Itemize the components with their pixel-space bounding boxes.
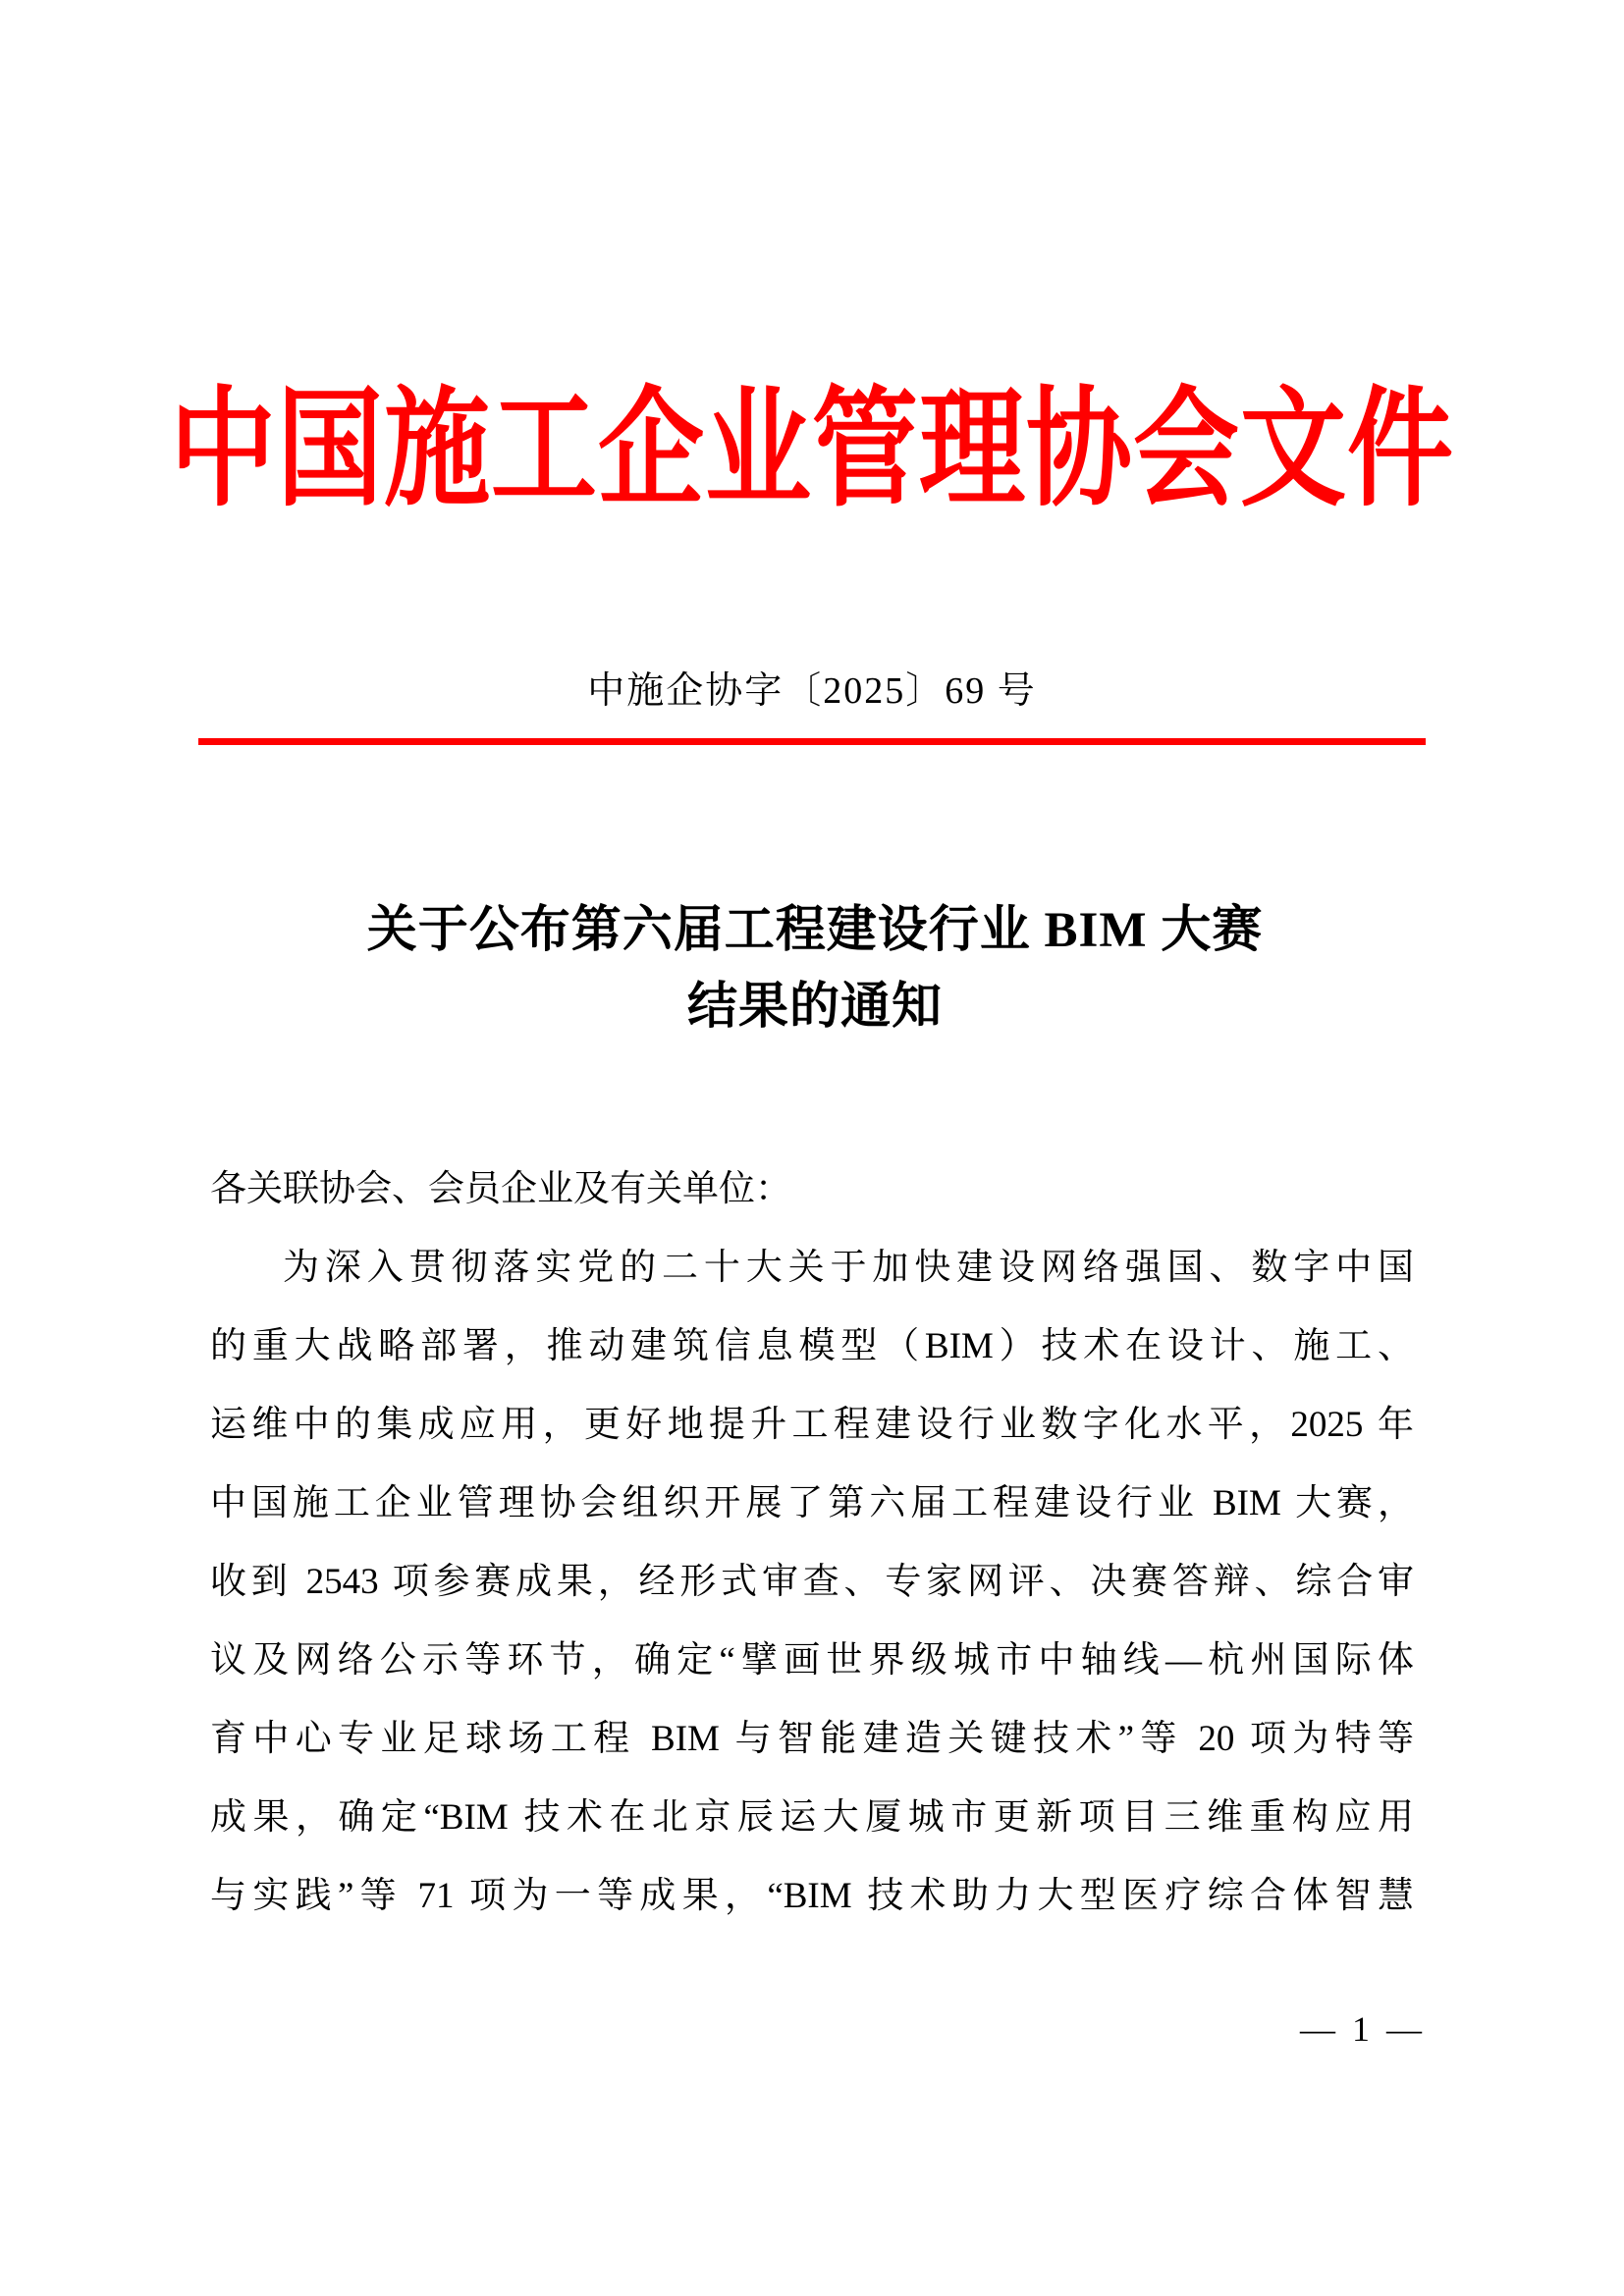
body-line: 收到 2543 项参赛成果，经形式审查、专家网评、决赛答辩、综合审 [210,1562,1414,1602]
page-title [206,893,1424,1045]
body-line: 议及网络公示等环节，确定“擘画世界级城市中轴线—杭州国际体 [210,1640,1414,1681]
body-line: 的重大战略部署，推动建筑信息模型（BIM）技术在设计、施工、 [210,1326,1414,1366]
masthead-title: 中国施工企业管理协会文件 [169,379,1454,523]
body-text [210,1150,1414,1936]
masthead [0,375,1624,523]
body-line: 育中心专业足球场工程 BIM 与智能建造关键技术”等 20 项为特等 [210,1719,1414,1759]
document-number: 中施企协字〔2025〕69 号 [587,670,1037,712]
document-number-row [0,666,1624,718]
body-line: 与实践”等 71 项为一等成果，“BIM 技术助力大型医疗综合体智慧 [210,1876,1414,1916]
red-separator-rule [198,738,1426,745]
body-line: 成果，确定“BIM 技术在北京辰运大厦城市更新项目三维重构应用 [210,1797,1414,1838]
page-number: — 1 — [1300,2009,1426,2049]
body-line: 中国施工企业管理协会组织开展了第六届工程建设行业 BIM 大赛， [210,1483,1414,1523]
salutation: 各关联协会、会员企业及有关单位： [210,1169,791,1209]
body-line: 运维中的集成应用，更好地提升工程建设行业数字化水平，2025 年 [210,1405,1414,1445]
page-title-line-2: 结果的通知 [686,979,943,1035]
body-line: 为深入贯彻落实党的二十大关于加快建设网络强国、数字中国 [283,1248,1414,1288]
page-title-line-1: 关于公布第六届工程建设行业 BIM 大赛 [366,903,1264,958]
